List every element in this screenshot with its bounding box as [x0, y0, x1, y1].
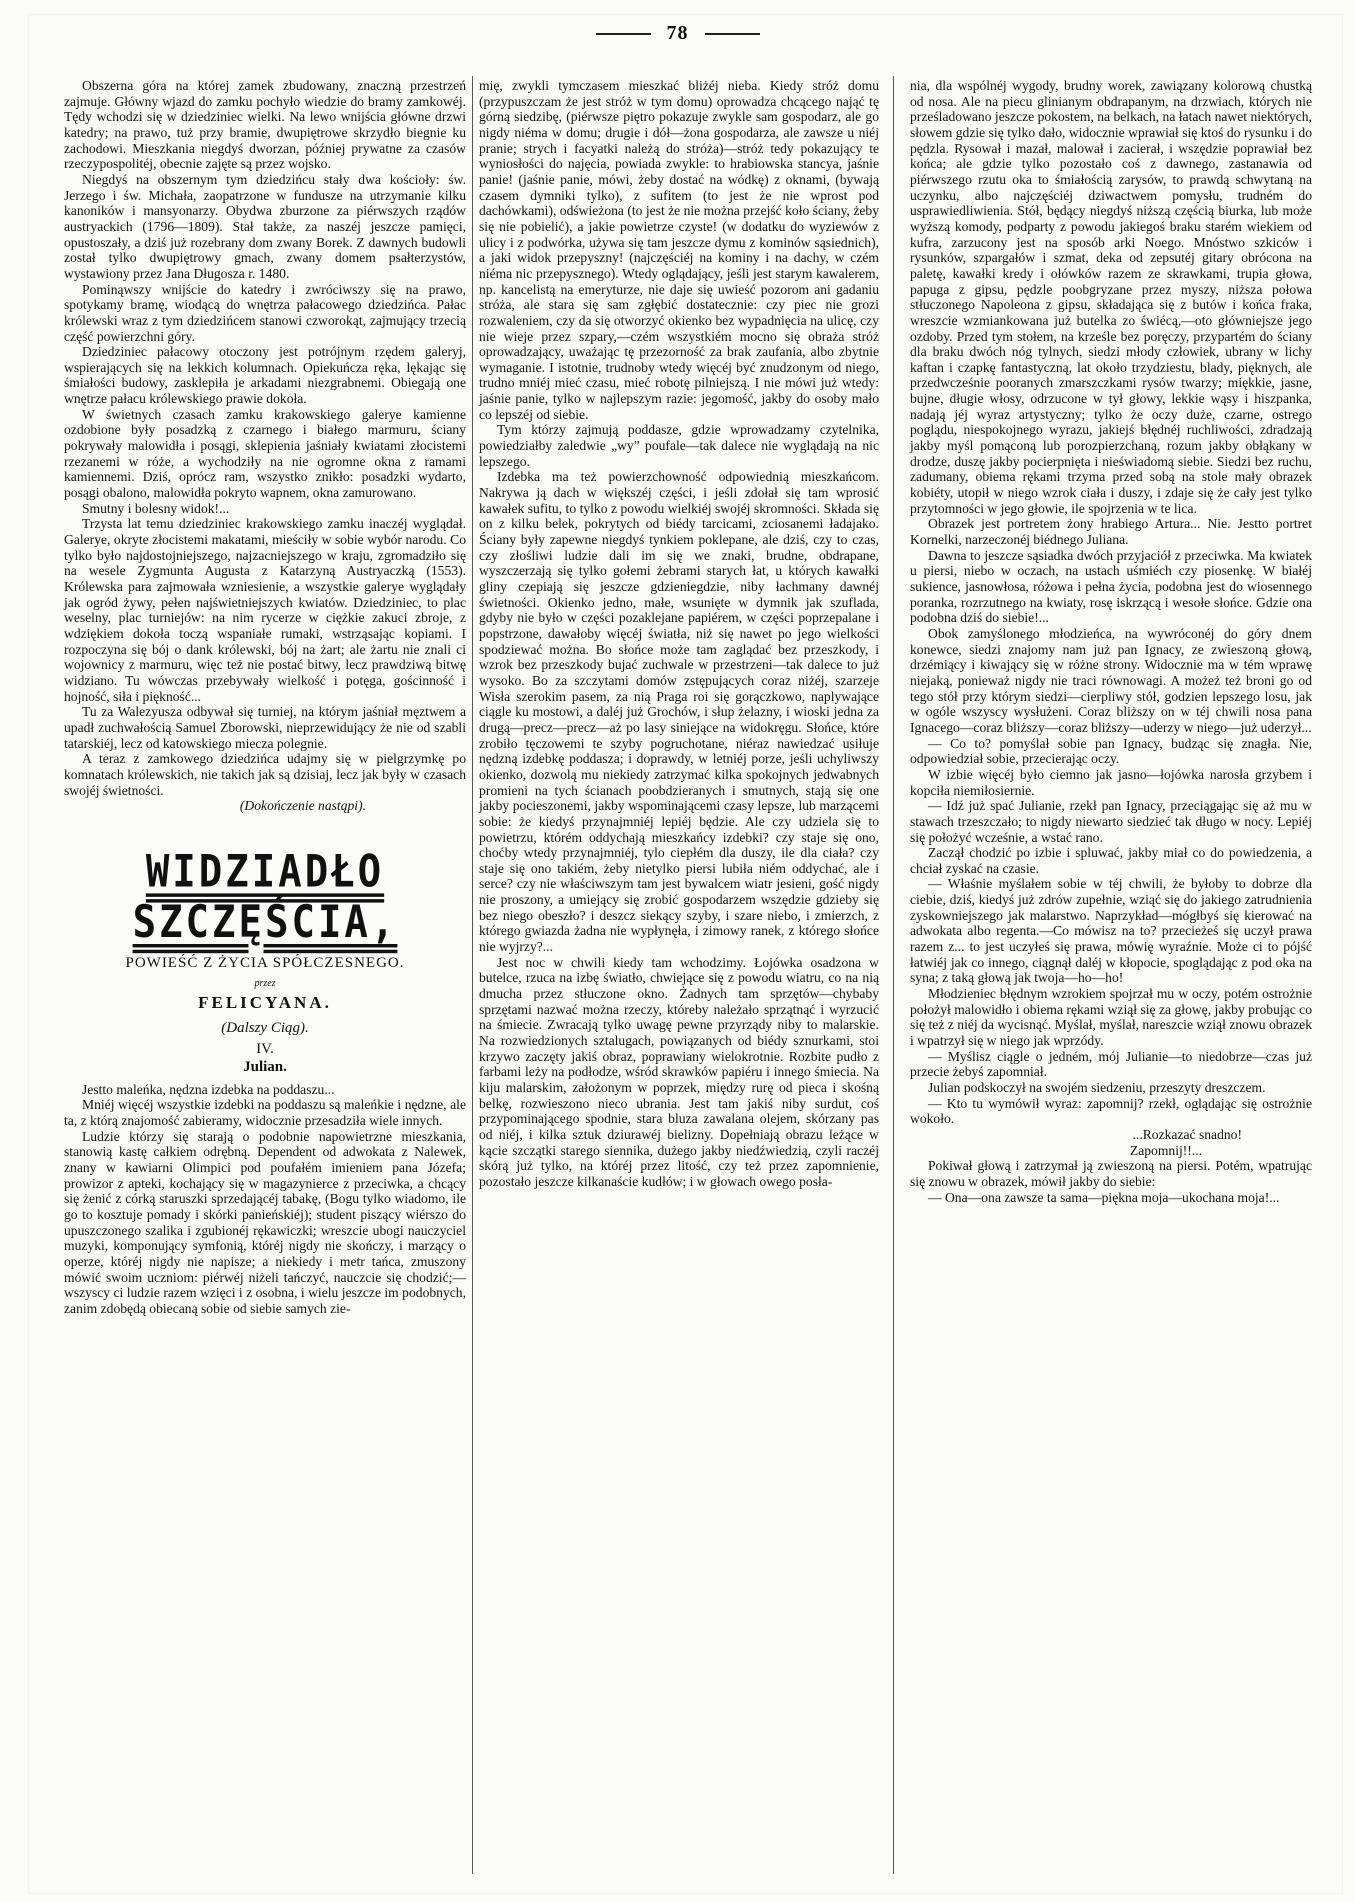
- paragraph: Ludzie którzy się starają o podobnie napowietrzne mieszkania, stanowią kastę całkiem odrębną. Dependent od adwokata z Nalewek, znany w kawiarni Olimpici pod poufałém imieniem pana Józefa; prowizor z apteki, kochający się w magazynierce z przeciwka, a chcący się żenić z córką staruszki sprzedającéj tabakę, (Bogu tylko wiadomo, ile go to kosztuje pomady i skórki panieńskiéj); student piszący wiérszo do upuszczonego szalika i zgubionéj rękawiczki; wreszcie ubogi nauczyciel muzyki, komponujący symfonią, któréj nigdy nie skończy, i marzący o operze, któréj nigdy nie napisze; a niekiedy i metr tańca, zmuszony mówić swoim uczniom: piérwéj niżeli tańczyć, nauczcie się chodzić;—wszyscy ci ludzie razem wzięci i z osobna, i wielu jeszcze im podobnych, zanim zdobędą obiecaną sobie od siebie samych zie-: [64, 1128, 466, 1316]
- story-chapter-title: Julian.: [243, 1059, 287, 1076]
- paragraph: nia, dla wspólnéj wygody, brudny worek, zawiązany kolorową chustką od nosa. Ale na piecu glinianym obdrapanym, na drzwiach, których nie prześladowano jeszcze pokostem, na belkach, na łatach nawet niektórych, słowem gdzie się tylko dało, widocznie wprawiał się ktoś do rysunku i do pędzla. Rysował i mazał, malował i zacierał, i wszędzie poprawiał bez końca; ale gdzie tylko pozostało coś z dawnego, zastanawia od piérwszego rzutu oka to śmiałością zarysów, to prawdą schwytaną na uczynku, albo najczęściéj dziwactwem pomysłu, trudném do usprawiedliwienia. Stół, będący niegdyś niższą częścią biurka, lub może wyższą komody, podparty z powodu jakiegoś braku starém wiekiem od kufra, zarzucony jest na sposób arki Noego. Mnóstwo szkiców i rysunków, szpargałów i szmat, deka od zepsutéj gitary obrócona na paletę, kawałki kredy i ołówków razem ze skrawkami, trupia głowa, papuga z gipsu, pędzle poobgryzane przez myszy, niższa połowa stłuczonego Napoleona z gipsu, składająca się z butów i końca fraka, wreszcie wzmiankowana już butelka zo świécą,—oto główniejsze jego ozdoby. Przed tym stołem, na krześle bez poręczy, przypartém do ściany dla braku dwóch nóg tylnych, siedzi młody człowiek, ubrany w lichy kaftan i czapkę fantastyczną, lat około trzydziestu, blady, pięknych, ale przedwcześnie pooranych zmarszczkami rysów twarzy; miękkie, jasne, bujne, długie włosy, odrzucone w tył głowy, lekkie wąsy i hiszpanka, nadają jéj wyraz artystyczny; tylko że oczy duże, czarne, ostrego poglądu, niespokojnego wyrazu, jakiejś błędnéj ruchliwości, zdradzają jakby myśl pomąconą lub porozpierzchaną, rozum jakby obłąkany w drodze, duszę jakby pocierpnięta i nieświadomą siebie. Siedzi bez ruchu, zadumany, obiema rękami trzyma przed sobą na stole mały obrazek kobiéty, utopił w niego wzrok ciała i duszy, i zdaje się że cały jest tylko przytomności w jego głowie, ile spojrzenia w te lica.: [910, 78, 1312, 516]
- paragraph: Pokiwał głową i zatrzymał ją zwieszoną na piersi. Potém, wpatrując się znowu w obrazek, mówił jakby do siebie:: [910, 1158, 1312, 1189]
- story-byline: przez: [254, 977, 276, 989]
- paragraph: — Idź już spać Julianie, rzekł pan Ignacy, przeciągając się aż mu w stawach trzeszczało; to nigdy niewarto siedzieć tak długo w nocy. Lepiéj się położyć wcześnie, a wstać rano.: [910, 798, 1312, 845]
- paragraph: Dziedziniec pałacowy otoczony jest potrójnym rzędem galeryj, wspierających się na lekkich kolumnach. Opiekuńcza ręka, lękając się śmiałości budowy, zasklepiła je arkadami niezgrabnemi. Obiegają one wnętrze pałacu królewskiego prawie dokoła.: [64, 344, 466, 407]
- story-title: WIDZIADŁO SZCZĘŚCIA,: [132, 846, 398, 949]
- paragraph: Smutny i bolesny widok!...: [82, 500, 230, 516]
- paragraph: Zaczął chodzić po izbie i spluwać, jakby miał co do powiedzenia, a chciał zyskać na czasie.: [910, 845, 1312, 876]
- paragraph: — Myślisz ciągle o jedném, mój Julianie—to niedobrze—czas już przecie żebyś zapomniał.: [910, 1048, 1312, 1080]
- paragraph: Jest noc w chwili kiedy tam wchodzimy. Łojówka osadzona w butelce, rzuca na izbę światło, chwiejące się z powodu wiatru, co na nią dmucha przez stłuczone okno. Żadnych tam sprzętów—chybaby sprzętami nazwać można rzeczy, któreby należało sprzątnąć i wyrzucić na śmiecie. Zwracają tylko uwagę pewne przyrządy niby to malarskie. Na rozwiedzionych sztalugach, powiązanych od biédy sznurkami, stoi krzywo zaczęty jakiś obraz, poprawiany wielokrotnie. Rozbite pudło z farbami leży na podłodze, wśród skrawków papiéru i innego śmiecia. Na kiju malarskim, założonym w poprzek, między rurę od pieca i skośną belkę, rozwieszono nieco ubrania. Jest tam jakiś niby surdut, coś przypominającego spodnie, stara bluza zawalana olejem, skórzany pas od niéj, i kilka sztuk dziurawéj bielizny. Dopełniają obrazu leżące w kącie szczątki starego siennika, dużego jakby niedźwiedzią, czyli raczéj skórą już tylko, na któréj przez litość, czy też przez zapomnienie, pozostało jeszcze kilkanaście kudłów; i w głowach owego posła-: [479, 954, 879, 1189]
- paragraph: mię, zwykli tymczasem mieszkać bliżéj nieba. Kiedy stróż domu (przypuszczam że jest stróż w tym domu) oprowadza chcącego nająć tę górną siedzibę, (piérwsze piętro pokazuje zwykle sam gospodarz, ale go nigdy niéma w domu; drugie i dół—żona gospodarza, ale zawsze u niéj pranie; strych i facyatki należą do stróża)—stróż tedy pokazujący te wyniosłości do najęcia, powiada zwykle: to hrabiowska stancya, jaśnie panie! (jaśnie panie, mówi, żeby dostać na wódkę) z oknami, (bywają czasem dymniki tylko), z sufitem (to jest że nie wprost pod dachówkami), odświeżona (to jest że nie można przejść koło ściany, żeby się nie pobielić), a jakie powietrze czyste! (w dodatku do wyziewów z ulicy i z podwórka, używa się tam jeszcze dymu z kominów sąsiednich), a jaki widok przepyszny! (najczęściéj na kominy i na dachy, w czém niéma nic przepysznego). Wtedy oglądający, jeśli jest starym kawalerem, np. kancelistą na emeryturze, nie daje się uwieść pozorom ani gadaniu stróża, ale stara się sam zgłębić dostatecznie: czy piec nie grozi rozwaleniem, czy da się otworzyć okienko bez wypadnięcia na ulicę, czy nie wieje przez szpary,—czém wszystkiém mocno się obraża stróż oprowadzający, uważając tę przezorność za brak zaufania, albo zbytnie wymaganie. I istotnie, trudnoby wtedy więcéj być znudzonym od niego, trudno mniéj mieć czasu, mieć robotę pilniejszą. I nie mówi już wtedy: jaśnie panie, tylko w najlepszym razie: jegomość, jakby do osoby mało co lepszéj od siebie.: [479, 78, 879, 422]
- paragraph: Obszerna góra na której zamek zbudowany, znaczną przestrzeń zajmuje. Główny wjazd do zamku pochyło wiedzie do bramy zamkowéj. Tędy wchodzi się w dziedziniec wielki. Na lewo wnijścia główne drzwi katedry; na prawo, tuż przy bramie, dwupiętrowe skrzydło biegnie ku zachodowi. Mieszkania niegdyś dworzan, później prywatne za czasów rzeczypospolitéj, obecnie zajęte są przez wojsko.: [64, 78, 466, 172]
- column-rule-2: [893, 76, 894, 1874]
- paragraph: W świetnych czasach zamku krakowskiego galerye kamienne ozdobione były posadzką z czarnego i białego marmuru, ściany pokrywały malowidła i posągi, sklepienia jaśniały kwiatami złocistemi rzezanemi w róże, a wychodziły na nie ogromne okna z ramami kamiennemi. Dziś, oprócz ram, wszystko znikło: posadzki wydarto, posągi obalono, malowidła pokryto wapnem, okna zamurowano.: [64, 406, 466, 501]
- paragraph: W izbie więcéj było ciemno jak jasno—łojówka narosła grzybem i kopciła niemiłosiernie.: [910, 766, 1312, 798]
- paragraph: Julian podskoczył na swojém siedzeniu, przeszyty dreszczem.: [928, 1080, 1266, 1095]
- continuation-note: (Dokończenie nastąpi).: [239, 798, 366, 814]
- paragraph: Niegdyś na obszernym tym dziedzińcu stały dwa kościoły: św. Jerzego i św. Michała, zaopatrzone w fundusze na utrzymanie kilku kanoników i mansyonarzy. Obydwa zburzone za piérwszych rządów austryackich (1796—1809). Stał także, za naszéj jeszcze pamięci, opustoszały, a dziś już rozebrany dom zwany Borek. Z dawnych budowli został tylko dwupiętrowy gmach, zwany domem psałterzystów, wystawiony przez Jana Długosza r. 1480.: [64, 171, 466, 281]
- paragraph: Zapomnij!!...: [1129, 1142, 1202, 1158]
- paragraph: Mniéj więcéj wszystkie izdebki na poddaszu są maleńkie i nędzne, ale ta, z którą znajomość zabieramy, widocznie przesadziła wiele innych.: [64, 1097, 466, 1129]
- paragraph: Pominąwszy wnijście do katedry i zwróciwszy się na prawo, spotykamy bramę, wiodącą do wnętrza pałacowego dziedzińca. Pałac królewski wraz z tym dziedzińcem stanowi czworokąt, zajmujący trzecią część powierzchni góry.: [64, 281, 466, 344]
- paragraph: — Kto tu wymówił wyraz: zapomnij? rzekł, oglądając się ostrożnie wokoło.: [910, 1095, 1312, 1127]
- story-header: [64, 846, 466, 1076]
- paragraph: — Właśnie myślałem sobie w téj chwili, że byłoby to dobrze dla ciebie, dziś, kiedyś już zdrów zupełnie, wziąć się do jakiego zatrudnienia zyskowniejszego jak malarstwo. Naprzykład—mógłbyś się kierować na adwokata albo regenta.—Co mówisz na to? przecieżeś się uczył prawa razem z... to jest uczyłeś się prawa, mówię wyraźnie. Może ci to pójść łatwiéj jak co innego, ciągnął daléj w kłopocie, spoglądając z pod oka na syna; z taką głową jak twoja—ho—ho!: [910, 876, 1312, 986]
- paragraph: Tu za Walezyusza odbywał się turniej, na którym jaśniał męztwem a upadł zuchwałością Samuel Zborowski, nieprzewidujący że nie od szabli tatarskiéj, lecz od katowskiego miecza polegnie.: [64, 704, 466, 751]
- paragraph: Jestto maleńka, nędzna izdebka na poddaszu...: [82, 1081, 335, 1097]
- column-rule-1: [472, 76, 473, 1874]
- paragraph: Młodzieniec błędnym wzrokiem spojrzał mu w oczy, potém ostrożnie położył malowidło i obiema rękami wziął się za głowę, jakby probując co się też z niéj da wycisnąć. Myślał, myślał, nareszcie wziął znowu obrazek i wpatrzył się w niego jak wprzódy.: [910, 986, 1312, 1049]
- paragraph: A teraz z zamkowego dziedzińca udajmy się w pielgrzymkę po komnatach królewskich, nie takich jak są dzisiaj, lecz jak były w czasach swojéj świetności.: [64, 751, 466, 798]
- story-chapter: IV.: [256, 1041, 274, 1058]
- paragraph: Izdebka ma też powierzchowność odpowiednią mieszkańcom. Nakrywa ją dach w większéj części, i jeśli zdołał się tam wprosić kawałek sufitu, to tylko z powodu wielkiéj swojéj skromności. Składa się on z kilku belek, pokrytych od biédy tarcicami, zciosanemi ładajako. Ściany były zapewne niegdyś tynkiem poklepane, ale dziś, czy to czas, czy złośliwi ludzie dali im się we znaki, brudne, obdrapane, wyszczerzają się tylko gołemi żebrami starych łat, u których kawałki gliny czepiają się jeszcze gdzieniegdzie, niby łachmany dawnéj świetności. Okienko jedno, małe, wsunięte w dymnik jak szuflada, gdyby nie było w części pozaklejane papiérem, w części poprzepalane i popstrzone, dawałoby więcéj światła, niż się nawet po jego wielkości spodziewać można. Bo słońce może tam zaglądać bez przeszkody, i wzrok bez przeszkody bujać zuchwale w przestrzeni—tak dalece to już wysoko. Bo za szczytami domów zstępujących coraz niżéj, szarzeje Wisła szerokim pasem, za nią Praga roi się gorączkowo, naplywające ciągle ku mostowi, a daléj już Grochów, i słup żelazny, i wioski jedna za drugą—precz—precz—aż po lasy siniejące na widokręgu. Słońce, które zrobiło tęczowemi te szyby pogruchotane, niéraz nawiedzać usiłuje nędzną izdebkę poddasza; i doprawdy, w letniéj porze, jeśli uchyliwszy okienko, dozwolą mu niekiedy zatrzymać kilka spokojnych jedwabnych promieni na tych ścianach poobdzieranych i smutnych, stają się one jakby pocieszonemi, jakby wspominającemi czasy lepsze, lub marzącemi sobie: że kiedyś przynajmniéj lepiéj będzie. Ale czy udziela się to powietrzu, którém oddychają mieszkańcy izdebki? czy staje się ono, choćby wtedy przynajmniéj, tylo ciepłém dla duszy, ile dla ciała? czy staje się ono takiém, żeby nietylko piersi lubiła niém oddychać, ale i serce? czy nie właściwszym tam jest bywalcem wiatr jesieni, gość nigdy nie proszony, a umiejący się zrobić gospodarzem wszędzie gdzieby się bez niego obeszło? i deszcz siekący szyby, i szare niebo, i zmierzch, z którego gwiazda żadna nie wypłynęła, i zimowy ranek, z którego słońce nie wyjrzy?...: [479, 469, 879, 955]
- story-continued: (Dalszy Ciąg).: [221, 1019, 309, 1036]
- story-subtitle: POWIEŚĆ Z ŻYCIA SPÓŁCZESNEGO.: [125, 954, 405, 971]
- paragraph: ...Rozkazać snadno!: [1132, 1126, 1242, 1142]
- paragraph: — Co to? pomyślał sobie pan Ignacy, budząc się znagła. Nie, odpowiedział sobie, przecierając oczy.: [910, 735, 1312, 767]
- paragraph: Obok zamyślonego młodzieńca, na wywróconéj do góry dnem konewce, siedzi znajomy nam już pan Ignacy, ze zwieszoną głową, drzémiący i kiwający się w różne strony. Widocznie ma w tém wprawę niejaką, ponieważ nigdy nie traci równowagi. A możeż też broni go od tego stół przy którym siedzi—cierpliwy stół, godzien lepszego losu, jak w ogóle wszyscy wysłużeni. Coraz bliższy on w téj chwili nosa pana Ignacego—coraz bliższy—coraz bliższy—uderzy w niego—już uderzył...: [910, 625, 1312, 735]
- paragraph: Trzysta lat temu dziedziniec krakowskiego zamku inaczéj wyglądał. Galerye, okryte złocistemi makatami, mieściły w sobie wybór narodu. Co tylko było najdostojniejszego, najzacniejszego w kraju, zgromadziło się na wesele Zygmunta Augusta z Katarzyną Austryaczką (1553). Królewska para zajmowała wzniesienie, a wszystkie galerye wyglądały jak ogród żywy, pełen najświetniejszych kwiatów. Dziedziniec, to plac weselny, plac turniejów: na nim rycerze w ciężkie zakuci zbroje, z wdziękiem dokoła toczą wspaniałe rumaki, wstrząsając kopiami. I rozpoczyna się bój o dank królewski, bój na żart; ale żartu nie znali ci wojownicy z marmuru, więc też nie postać bitwy, lecz prawdziwą bitwę widziano. Tu wówczas przebywały wielkość i potęga, gościnność i hojność, siła i piękność...: [64, 516, 466, 704]
- story-author: FELICYANA.: [198, 993, 332, 1013]
- column-2: [479, 78, 879, 1868]
- paragraph: — Ona—ona zawsze ta sama—piękna moja—ukochana moja!...: [928, 1189, 1280, 1205]
- page-number: 78: [0, 22, 1355, 45]
- paragraph: Tym którzy zajmują poddasze, gdzie wprowadzamy czytelnika, powiedziałby zaledwie „wy” poufale—tak dalece nie wyglądają na nic lepszego.: [479, 422, 879, 469]
- column-1: [64, 78, 466, 1317]
- column-3: [910, 78, 1312, 1868]
- paragraph: Dawna to jeszcze sąsiadka dwóch przyjaciół z przeciwka. Ma kwiatek u piersi, niebo w oczach, na ustach uśmiéch czy piosenkę. W białéj sukience, jasnowłosa, różowa i pełna życia, podobna jest do wiosennego poranka, rozrzutnego na kwiaty, rosę iskrzącą i wesołe słońce. Gdzie ona podobna dziś do siebie!...: [910, 547, 1312, 626]
- paragraph: Obrazek jest portretem żony hrabiego Artura... Nie. Jestto portret Kornelki, narzeczonéj biédnego Juliana.: [910, 516, 1312, 548]
